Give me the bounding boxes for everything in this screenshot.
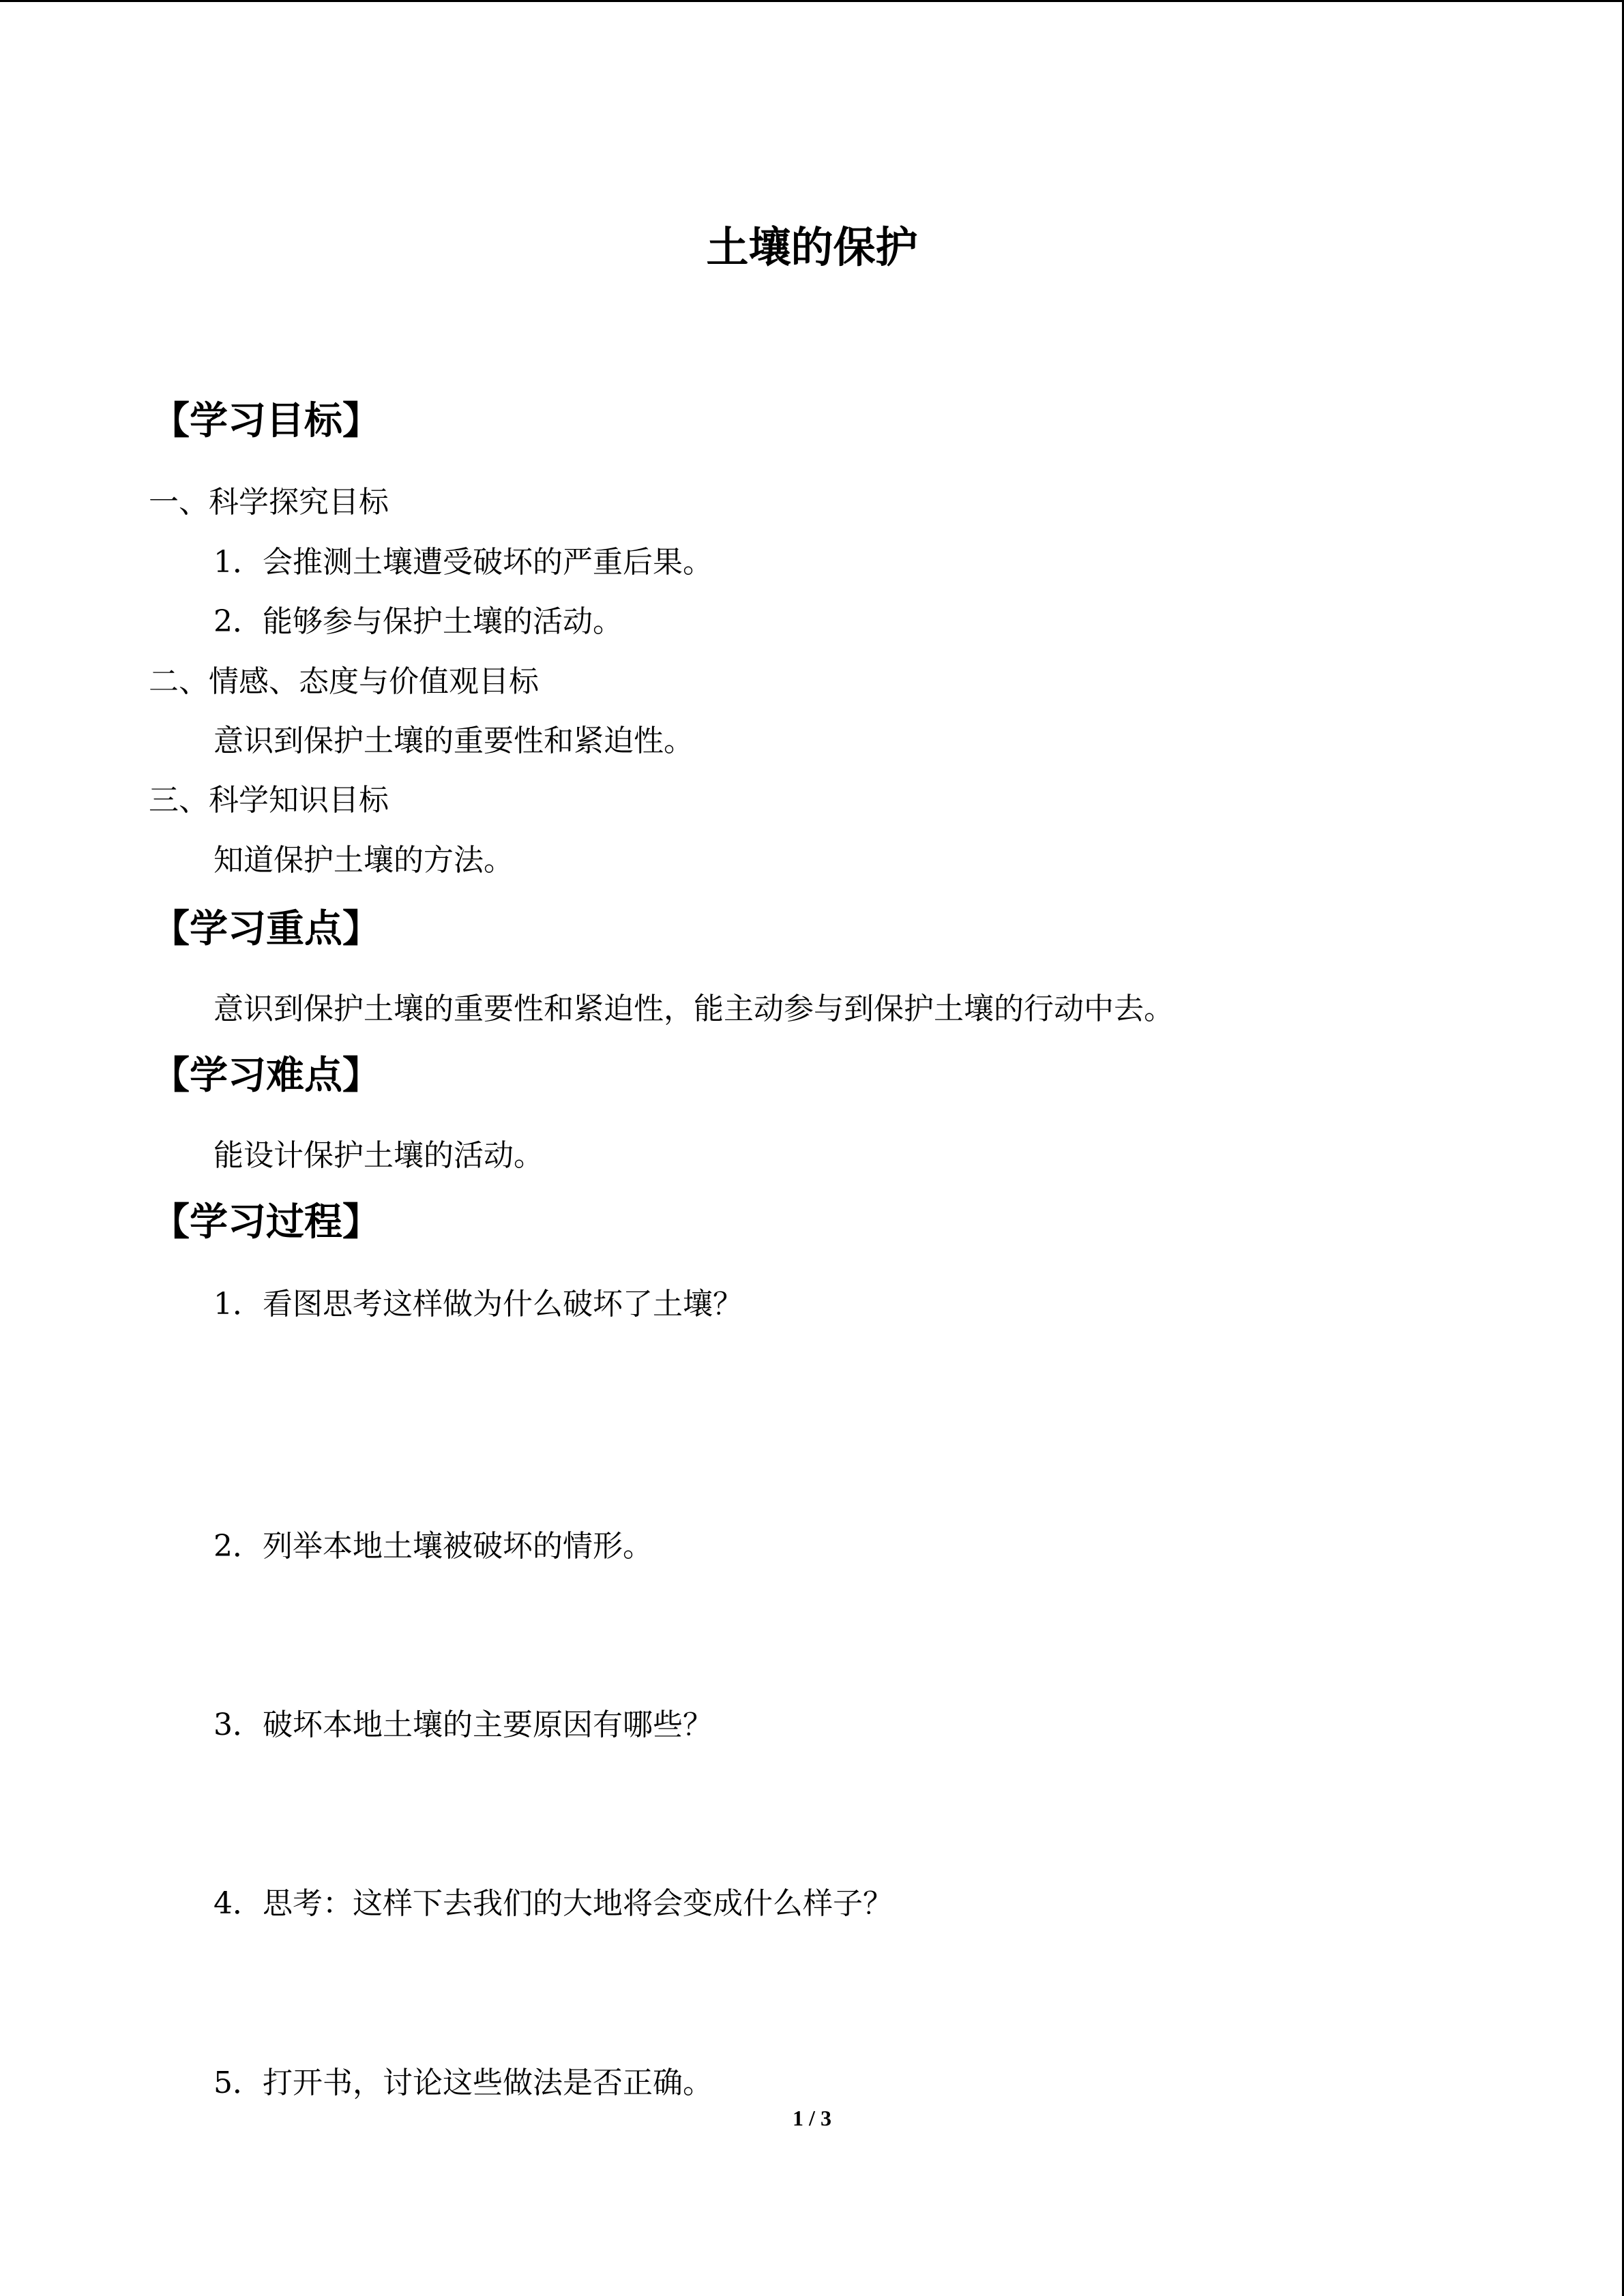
objective-item: 2．能够参与保护土壤的活动。 xyxy=(213,604,623,639)
key-points-text: 意识到保护土壤的重要性和紧迫性，能主动参与到保护土壤的行动中去。 xyxy=(213,992,1174,1026)
difficulties-text: 能设计保护土壤的活动。 xyxy=(213,1138,544,1173)
section-heading-process: 【学习过程】 xyxy=(151,1200,381,1244)
section-heading-difficulties: 【学习难点】 xyxy=(151,1054,381,1098)
section-heading-objectives: 【学习目标】 xyxy=(151,399,381,443)
process-item: 5．打开书，讨论这些做法是否正确。 xyxy=(213,2066,713,2100)
page-title: 土壤的保护 xyxy=(706,222,918,272)
objective-category: 三、科学知识目标 xyxy=(149,783,389,818)
process-item: 3．破坏本地土壤的主要原因有哪些？ xyxy=(213,1708,713,1742)
objective-category: 一、科学探究目标 xyxy=(149,485,389,520)
process-item: 2．列举本地土壤被破坏的情形。 xyxy=(213,1529,653,1564)
objective-item: 1．会推测土壤遭受破坏的严重后果。 xyxy=(213,545,713,580)
objective-category: 二、情感、态度与价值观目标 xyxy=(149,664,539,699)
objective-item: 意识到保护土壤的重要性和紧迫性。 xyxy=(213,724,694,758)
page-number: 1 / 3 xyxy=(793,2106,831,2130)
section-heading-key-points: 【学习重点】 xyxy=(151,907,381,951)
process-item: 1．看图思考这样做为什么破坏了土壤？ xyxy=(213,1287,743,1322)
process-item: 4．思考：这样下去我们的大地将会变成什么样子？ xyxy=(213,1886,893,1921)
objective-item: 知道保护土壤的方法。 xyxy=(213,843,514,878)
